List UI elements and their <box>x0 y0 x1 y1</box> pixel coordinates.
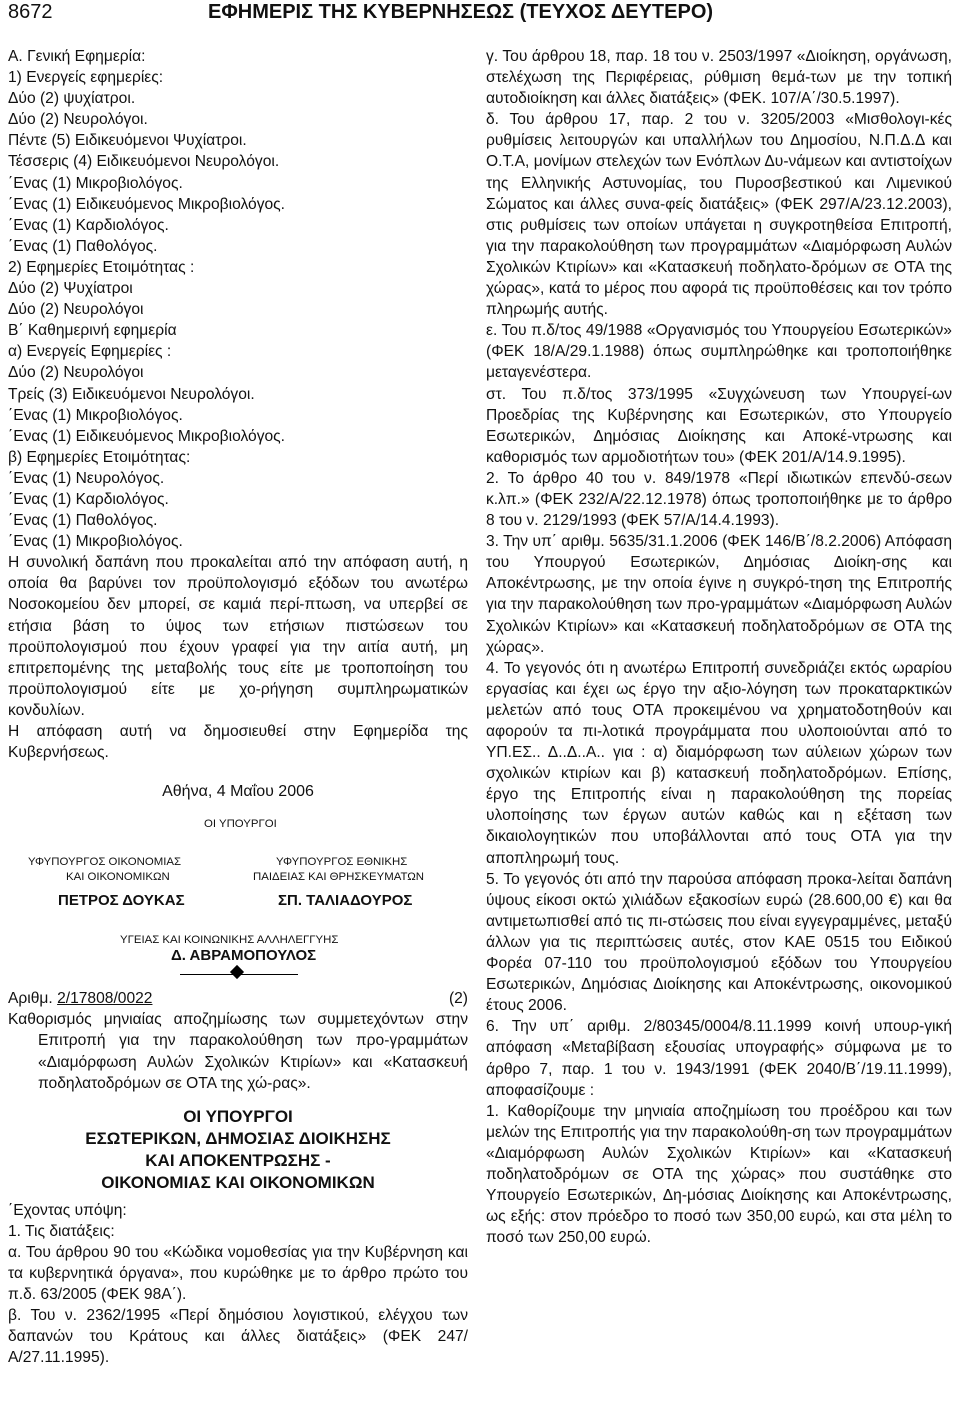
signature-right-title-1: ΥΦΥΠΟΥΡΓΟΣ ΕΘΝΙΚΗΣ <box>276 856 408 869</box>
signature-heading: ΟΙ ΥΠΟΥΡΓΟΙ <box>204 818 277 831</box>
ministers-line-4: ΟΙΚΟΝΟΜΙΑΣ ΚΑΙ ΟΙΚΟΝΟΜΙΚΩΝ <box>101 1172 375 1192</box>
signature-left-title-1: ΥΦΥΠΟΥΡΓΟΣ ΟΙΚΟΝΟΜΙΑΣ <box>28 856 182 869</box>
right-paragraph: 4. Το γεγονός ότι η ανωτέρω Επιτροπή συνεδριάζει εκτός ωραρίου εργασίας και έχει ως έργο την αξιο-λόγηση των προκαταρκτικών μελετών από τους ΟΤΑ προκειμένου να χρηματοδοτηθούν και αφορούν τα πι-λοτικά προγράμματα που υλοποιούνται από το ΥΠ.ΕΣ.. Δ..Δ..Α.. για : α) διαμόρφωση των αύλειων χώρων των σχολικών κτιρίων και β) κατασκευή ποδηλατοδρόμων. Επίσης, έργο της Επιτροπής είναι η παρακολούθηση της πορείας υλοποίησης των έργων αυτών καθώς και η εξέταση των δικαιολογητικών που υποβάλλονται από τους ΟΤΑ για την αποπληρωμή τους. <box>486 659 952 867</box>
right-paragraph: γ. Του άρθρου 18, παρ. 18 του ν. 2503/1997 «Διοίκηση, οργάνωση, στελέχωση της Περιφέρειας, ρύθμιση θεμά-των με την τοπική αυτοδιοίκηση και άλλες διατάξεις» (ΦΕΚ. 107/Α΄/30.5.1997). <box>486 48 952 108</box>
right-paragraph: 1. Καθορίζουμε την μηνιαία αποζημίωση του προέδρου και των μελών της Επιτροπής για την παρακολούθη-ση των προγραμμάτων «Διαμόρφωση Αυλών Σχολικών Κτιρίων» και «Κατασκευή ποδηλατοδρόμων σε ΟΤΑ της χώρας» που συστάθηκε στο Υπουργείο Εσωτερικών, Δη-μόσιας Διοίκησης και Αποκέντρωσης, ως εξής: στον πρόεδρο το ποσό των 350,00 ευρώ, και στα μέλη το ποσό των 250,00 ευρώ. <box>486 1102 952 1247</box>
ministers-heading <box>8 1106 468 1194</box>
shift-line: ΄Ενας (1) Ειδικευόμενος Μικροβιολόγος. <box>8 427 286 445</box>
publish-paragraph: Η απόφαση αυτή να δημοσιευθεί στην Εφημερίδα της Κυβερνήσεως. <box>8 723 468 762</box>
considering-line: ΄Εχοντας υπόψη: <box>8 1201 127 1219</box>
signature-left-name: ΠΕΤΡΟΣ ΔΟΥΚΑΣ <box>58 892 185 910</box>
shift-line: 1) Ενεργείς εφημερίες: <box>8 69 164 87</box>
shift-list <box>8 46 468 552</box>
shift-line: Δύο (2) Νευρολόγοι <box>8 364 144 382</box>
right-paragraph: 2. Το άρθρο 40 του ν. 849/1978 «Περί ιδιωτικών επενδύ-σεων κ.λπ.» (ΦΕΚ 232/Α/22.12.1978) όπως τροποποιήθηκε με το άρθρο 8 του ν. 2129/1993 (ΦΕΚ 57/Α/14.4.1993). <box>486 469 952 530</box>
ministers-line-2: ΕΣΩΤΕΡΙΚΩΝ, ΔΗΜΟΣΙΑΣ ΔΙΟΙΚΗΣΗΣ <box>85 1128 391 1148</box>
decision-number: 2/17808/0022 <box>57 990 153 1008</box>
left-column <box>8 46 468 1369</box>
shift-line: Δύο (2) ψυχίατροι. <box>8 90 136 108</box>
ministers-line-1: ΟΙ ΥΠΟΥΡΓΟΙ <box>183 1106 293 1126</box>
decision-index: (2) <box>448 990 468 1008</box>
shift-line: ΄Ενας (1) Παθολόγος. <box>8 237 158 255</box>
shift-line: Τρείς (3) Ειδικευόμενοι Νευρολόγοι. <box>8 385 255 403</box>
section-divider <box>8 962 468 988</box>
right-paragraph: στ. Του π.δ/τος 373/1995 «Συγχώνευση των Υπουργεί-ων Προεδρίας της Κυβέρνησης και Εσωτερικών, στο Υπουργείο Εσωτερικών, Δημόσιας Διοίκησης και Αποκέ-ντρωσης και καθορισμός των αρμοδιοτήτων του» (ΦΕΚ 201/Α/14.9.1995). <box>486 385 952 466</box>
right-paragraph: 3. Την υπ΄ αριθμ. 5635/31.1.2006 (ΦΕΚ 146/Β΄/8.2.2006) Απόφαση του Υπουργού Εσωτερικών, Δημόσιας Διοίκη-σης και Αποκέντρωσης, με την οποία έγινε η συγκρό-τηση της Επιτροπής για την παρακολούθηση των προ-γραμμάτων «Διαμόρφωση Αυλών Σχολικών Κτιρίων» και «Κατασκευή ποδηλατοδρόμων σε ΟΤΑ της χώρας». <box>486 533 952 656</box>
page-header <box>0 0 960 30</box>
right-column <box>486 46 952 1248</box>
provision-a: α. Του άρθρου 90 του «Κώδικα νομοθεσίας για την Κυβέρνηση και τα κυβερνητικά όργανα», που κυρώθηκε με το άρθρο πρώτο του π.δ. 63/2005 (ΦΕΚ 98Α΄). <box>8 1243 468 1304</box>
shift-line: ΄Ενας (1) Ειδικευόμενος Μικροβιολόγος. <box>8 195 286 213</box>
right-paragraphs <box>486 46 952 1248</box>
signature-right-name: ΣΠ. ΤΑΛΙΑΔΟΥΡΟΣ <box>278 892 413 910</box>
right-paragraph: ε. Του π.δ/τος 49/1988 «Οργανισμός του Υπουργείου Εσωτερικών» (ΦΕΚ 18/Α/29.1.1988) όπως συμπληρώθηκε και τροποποιήθηκε μεταγενέστερα. <box>486 322 952 382</box>
provisions-line: 1. Τις διατάξεις: <box>8 1222 115 1240</box>
shift-line: ΄Ενας (1) Μικροβιολόγος. <box>8 406 183 424</box>
gazette-title: ΕΦΗΜΕΡΙΣ ΤΗΣ ΚΥΒΕΡΝΗΣΕΩΣ (ΤΕΥΧΟΣ ΔΕΥΤΕΡΟ) <box>208 1 714 23</box>
shift-line: ΄Ενας (1) Καρδιολόγος. <box>8 490 169 508</box>
ministers-line-3: ΚΑΙ ΑΠΟΚΕΝΤΡΩΣΗΣ - <box>145 1150 331 1170</box>
shift-line: α) Ενεργείς Εφημερίες : <box>8 343 172 361</box>
right-paragraph: δ. Του άρθρου 17, παρ. 2 του ν. 3205/2003 «Μισθολογι-κές ρυθμίσεις λειτουργών και υπαλλήλων του Δημοσίου, Ν.Π.Δ.Δ και Ο.Τ.Α, μονίμων στελεχών των Ενόπλων Δυ-νάμεων και αντιστοίχων της Ελληνικής Αστυνομίας, του Πυροσβεστικού και Λιμενικού Σώματος και άλλες συνα-φείς διατάξεις» (ΦΕΚ 297/Α/23.12.2003), στις ρυθμίσεις των οποίων υπάγεται η συγκροτηθείσα Επιτροπή, για την παρακολούθηση των προγραμμάτων «Διαμόρφωση Αυλών Σχολικών Κτιρίων» και «Κατασκευή ποδηλατο-δρόμων σε ΟΤΑ της χώρας», κατά το μέρος που αφορά τις προϋποθέσεις και τον τρόπο πληρωμής αυτής. <box>486 111 952 319</box>
signature-right-title-2: ΠΑΙΔΕΙΑΣ ΚΑΙ ΘΡΗΣΚΕΥΜΑΤΩΝ <box>253 871 424 884</box>
shift-line: ΄Ενας (1) Μικροβιολόγος. <box>8 533 183 551</box>
shift-line: β) Εφημερίες Ετοιμότητας: <box>8 448 191 466</box>
page-number: 8672 <box>8 1 53 23</box>
shift-line: Β΄ Καθημερινή εφημερία <box>8 322 177 340</box>
right-paragraph: 6. Την υπ΄ αριθμ. 2/80345/0004/8.11.1999 κοινή υπουρ-γική απόφαση «Μεταβίβαση εξουσίας υπογραφής» σύμφωνα με το άρθρο 7, παρ. 1 του ν. 1943/1991 (ΦΕΚ 2040/Β΄/19.11.1999), αποφασίζουμε : <box>486 1018 952 1099</box>
provision-b: β. Του ν. 2362/1995 «Περί δημόσιου λογιστικού, ελέγχου των δαπανών του Κράτους και άλλες διατάξεις» (ΦΕΚ 247/Α/27.11.1995). <box>8 1307 468 1367</box>
shift-line: ΄Ενας (1) Νευρολόγος. <box>8 469 165 487</box>
decision-subject: Καθορισμός μηνιαίας αποζημίωσης των συμμετεχόντων στην Επιτροπή για την παρακολούθηση των προ-γραμμάτων «Διαμόρφωση Αυλών Σχολικών Κτιρίων» και «Κατασκευή ποδηλατοδρόμων σε ΟΤΑ της χώ-ρας». <box>8 1011 468 1092</box>
decision-prefix: Αριθμ. <box>8 990 53 1008</box>
shift-line: 2) Εφημερίες Ετοιμότητας : <box>8 258 195 276</box>
shift-line: ΄Ενας (1) Μικροβιολόγος. <box>8 174 183 192</box>
shift-line: Α. Γενική Εφημερία: <box>8 48 146 65</box>
divider-diamond-icon <box>230 965 244 979</box>
cost-paragraph: Η συνολική δαπάνη που προκαλείται από την απόφαση αυτή, η οποία θα βαρύνει τον προϋπολογισμό εξόδων του ανωτέρω Νοσοκομείου δεν μπορεί, σε καμιά περί-πτωση, να υπερβεί σε ετήσια βάση το ύψος των ετήσιων πιστώσεων του προϋπολογισμού που έχουν γραφεί για την αιτία αυτή, μη επιτρεπομένης της μεταβολής τους είτε με τροποποίηση του προϋπολογισμού είτε με χο-ρήγηση συμπληρωματικών κονδυλίων. <box>8 554 468 719</box>
signature-bottom-title: ΥΓΕΙΑΣ ΚΑΙ ΚΟΙΝΩΝΙΚΗΣ ΑΛΛΗΛΕΓΓΥΗΣ <box>120 934 339 947</box>
shift-line: ΄Ενας (1) Παθολόγος. <box>8 512 158 530</box>
decision-number-line <box>8 988 468 1009</box>
shift-line: Τέσσερις (4) Ειδικευόμενοι Νευρολόγοι. <box>8 153 280 171</box>
signature-bottom-name: Δ. ΑΒΡΑΜΟΠΟΥΛΟΣ <box>171 947 317 965</box>
shift-line: Δύο (2) Νευρολόγοι <box>8 301 144 319</box>
shift-line: Δύο (2) Νευρολόγοι. <box>8 111 148 129</box>
signature-left-title-2: ΚΑΙ ΟΙΚΟΝΟΜΙΚΩΝ <box>66 871 170 884</box>
signature-block <box>8 802 468 965</box>
shift-line: ΄Ενας (1) Καρδιολόγος. <box>8 216 169 234</box>
shift-line: Δύο (2) Ψυχίατροι <box>8 280 133 298</box>
shift-line: Πέντε (5) Ειδικευόμενοι Ψυχίατροι. <box>8 132 247 150</box>
right-paragraph: 5. Το γεγονός ότι από την παρούσα απόφαση προκα-λείται δαπάνη ύψους είκοσι οκτώ χιλιάδων εξακοσίων ευρώ (28.600,00 €) και θα αντιμετωπισθεί από τις πι-στώσεις που είναι εγγεγραμμένες, μεταξύ άλλων για τις περιπτώσεις αυτές, στον ΚΑΕ 0515 του Ειδικού Φορέα 07-110 του προϋπολογισμού εξόδων του Υπουργείου Εσωτερικών, Δημόσιας Διοίκησης και Αποκέντρωσης, οικονομικού έτους 2006. <box>486 870 952 1015</box>
date-line: Αθήνα, 4 Μαΐου 2006 <box>162 783 314 801</box>
